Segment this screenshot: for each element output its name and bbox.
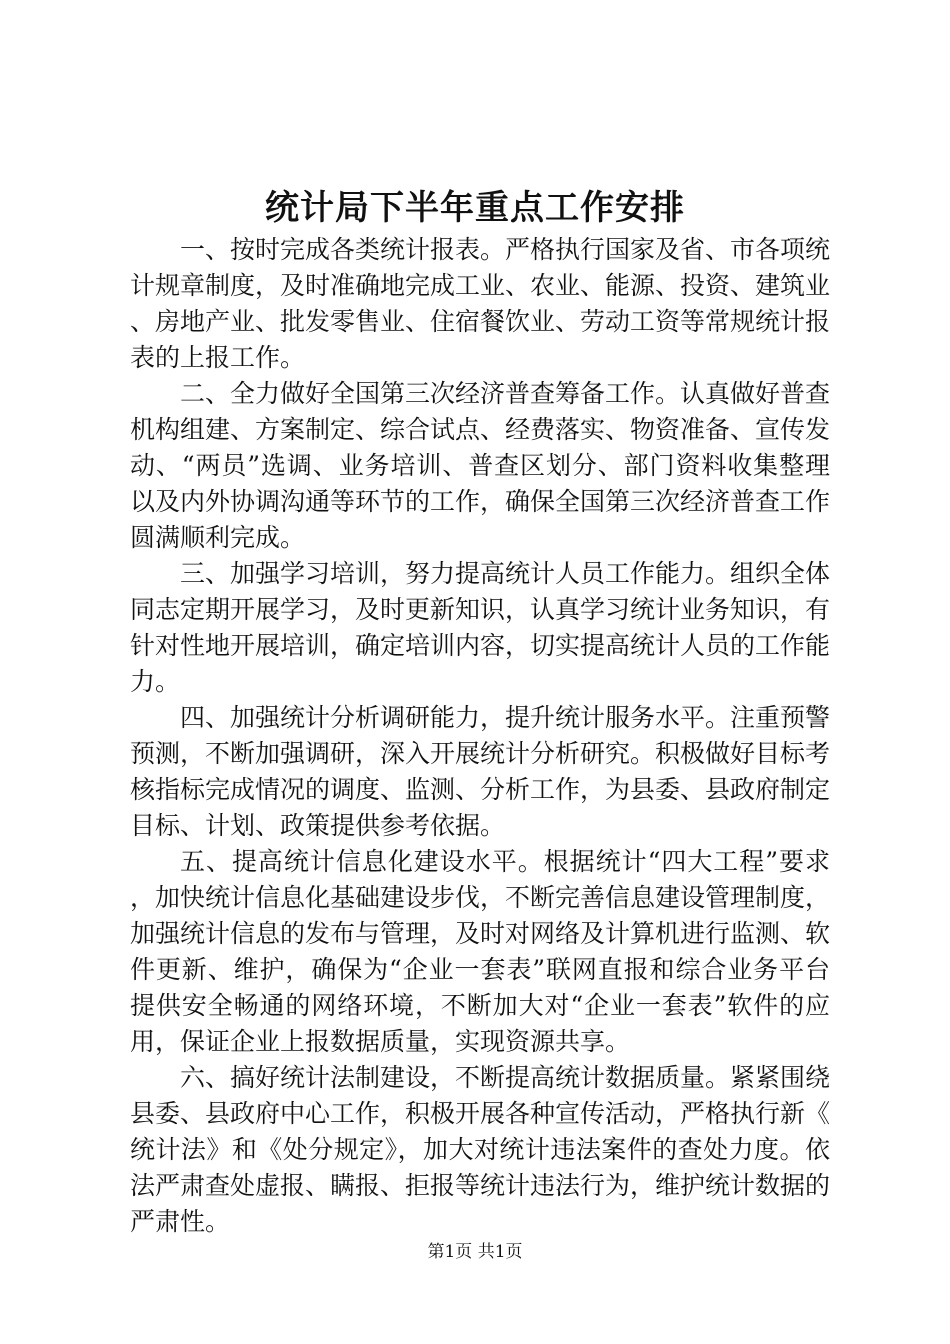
page-number-footer: 第1页 共1页 xyxy=(427,1242,523,1262)
page-title: 统计局下半年重点工作安排 xyxy=(265,188,685,228)
paragraph-6: 六、搞好统计法制建设，不断提高统计数据质量。紧紧围绕县委、县政府中心工作，积极开展各种宣传活动，严格执行新《统计法》和《处分规定》，加大对统计违法案件的查处力度。依法严肃查处虚报、瞒报、拒报等统计违法行为，维护统计数据的严肃性。 xyxy=(130,1063,831,1236)
paragraph-4: 四、加强统计分析调研能力，提升统计服务水平。注重预警预测，不断加强调研，深入开展统计分析研究。积极做好目标考核指标完成情况的调度、监测、分析工作，为县委、县政府制定目标、计划、政策提供参考依据。 xyxy=(130,703,831,840)
document-body xyxy=(130,232,830,1240)
paragraph-1: 一、按时完成各类统计报表。严格执行国家及省、市各项统计规章制度，及时准确地完成工业、农业、能源、投资、建筑业、房地产业、批发零售业、住宿餐饮业、劳动工资等常规统计报表的上报工作。 xyxy=(130,235,831,372)
paragraph-5: 五、提高统计信息化建设水平。根据统计“四大工程”要求，加快统计信息化基础建设步伐，不断完善信息建设管理制度，加强统计信息的发布与管理，及时对网络及计算机进行监测、软件更新、维护，确保为“企业一套表”联网直报和综合业务平台提供安全畅通的网络环境，不断加大对“企业一套表”软件的应用，保证企业上报数据质量，实现资源共享。 xyxy=(130,847,831,1056)
paragraph-3: 三、加强学习培训，努力提高统计人员工作能力。组织全体同志定期开展学习，及时更新知识，认真学习统计业务知识，有针对性地开展培训，确定培训内容，切实提高统计人员的工作能力。 xyxy=(130,559,831,696)
paragraph-2: 二、全力做好全国第三次经济普查筹备工作。认真做好普查机构组建、方案制定、综合试点、经费落实、物资准备、宣传发动、“两员”选调、业务培训、普查区划分、部门资料收集整理以及内外协调沟通等环节的工作，确保全国第三次经济普查工作圆满顺利完成。 xyxy=(130,379,831,552)
